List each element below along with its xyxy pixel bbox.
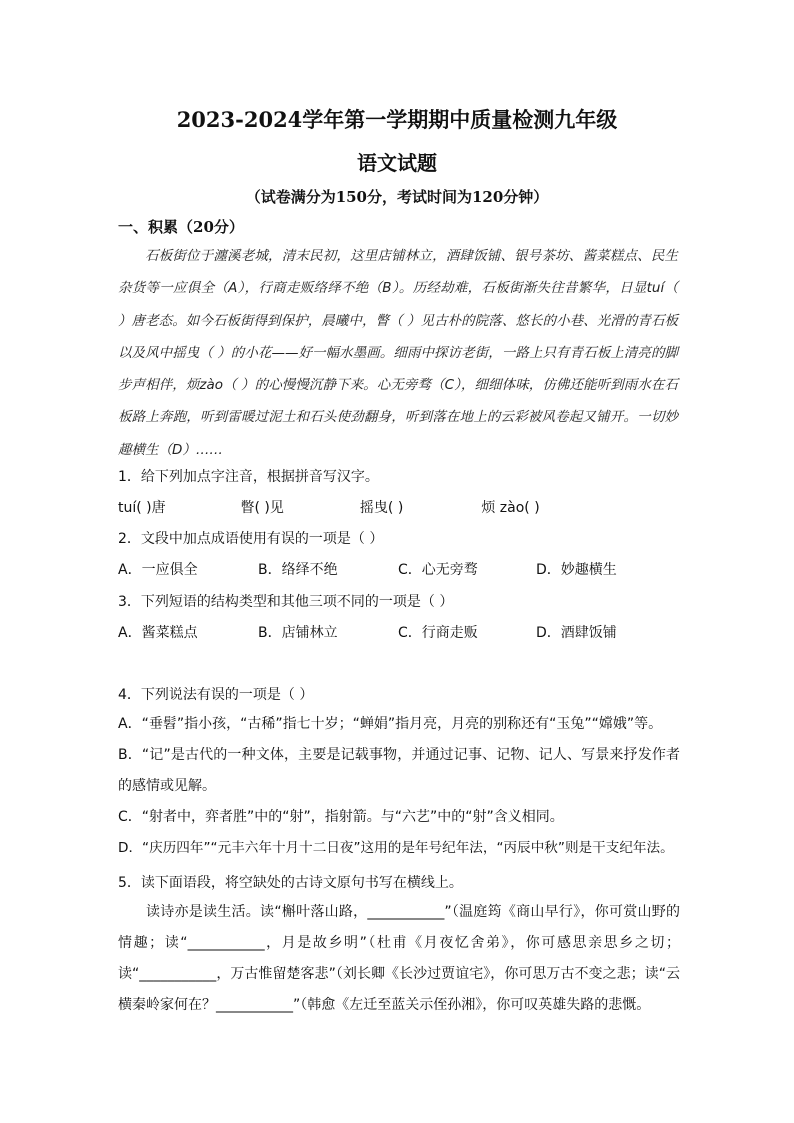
q2-options xyxy=(118,559,678,579)
q3-stem: 3．下列短语的结构类型和其他三项不同的一项是（ ） xyxy=(118,594,454,610)
option-d: D．妙趣横生 xyxy=(536,562,617,578)
q4-stem: 4．下列说法有误的一项是（ ） xyxy=(118,687,314,703)
q5-stem: 5．读下面语段，将空缺处的古诗文原句书写在横线上。 xyxy=(118,875,463,891)
exam-note: （试卷满分为150分，考试时间为120分钟） xyxy=(245,188,549,206)
option-b: B．络绎不绝 xyxy=(258,562,338,578)
q1-item: tuí( )唐 xyxy=(118,500,166,516)
q1-items xyxy=(118,497,678,517)
option-c: C．行商走贩 xyxy=(398,625,478,641)
q4-option-c: C．“射者中，弈者胜”中的“射”，指射箭。与“六艺”中的“射”含义相同。 xyxy=(118,809,564,825)
subject-title: 语文试题 xyxy=(357,151,437,175)
q1-item: 摇曳( ) xyxy=(359,500,404,516)
q1-stem: 1．给下列加点字注音，根据拼音写汉字。 xyxy=(118,469,379,485)
q4-option-a: A．“垂髫”指小孩，“古稀”指七十岁；“蝉娟”指月亮，月亮的别称还有“玉兔”“嫦娥”等。 xyxy=(118,716,663,732)
q2-stem: 2．文段中加点成语使用有误的一项是（ ） xyxy=(118,531,384,547)
q5-paragraph: 读诗亦是读生活。读“槲叶落山路，___________”（温庭筠《商山早行》，你可赏山野的情趣；读“___________，月是故乡明”（杜甫《月夜忆舍弟》，你可感思亲思乡之切；读“___________，万古惟留楚客悲”（刘长卿《长沙过贾谊宅》，你可思万古不变之悲；读“云横秦岭家何在？___________”（韩愈《左迁至蓝关示侄孙湘》，你可叹英雄失路的悲慨。 xyxy=(118,904,680,1013)
option-d: D．酒肆饭铺 xyxy=(536,625,617,641)
q4-option-d: D．“庆历四年”“元丰六年十月十二日夜”这用的是年号纪年法，“丙辰中秋”则是干支纪年法。 xyxy=(118,840,674,856)
section-heading: 一、积累（20分） xyxy=(118,218,244,236)
q1-item: 烦 zào( ) xyxy=(481,500,540,516)
option-a: A．酱菜糕点 xyxy=(118,625,198,641)
q4-option-b: B．“记”是古代的一种文体，主要是记载事物，并通过记事、记物、记人、写景来抒发作者的感情或见解。 xyxy=(118,747,680,794)
q1-item: 瞥( )见 xyxy=(240,500,284,516)
option-b: B．店铺林立 xyxy=(258,625,338,641)
q3-options xyxy=(118,622,678,642)
exam-title: 2023-2024学年第一学期期中质量检测九年级 xyxy=(176,107,618,132)
option-c: C．心无旁骛 xyxy=(398,562,478,578)
passage-text: 石板街位于瀍溪老城，清末民初，这里店铺林立，酒肆饭铺、银号茶坊、酱菜糕点、民生杂货等一应俱全（A），行商走贩络绎不绝（B）。历经劫难，石板街渐失往昔繁华，日显tuí（ ）唐老态。如今石板街得到保护，晨曦中，瞥（ ）见古朴的院落、悠长的小巷、光滑的青石板以及风中摇曳（ ）的小花——好一幅水墨画。细雨中探访老街，一路上只有青石板上清亮的脚步声相伴，烦zào（ ）的心慢慢沉静下来。心无旁骛（C），细细体味，仿佛还能听到雨水在石板路上奔跑，听到雷暖过泥土和石头使劲翻身，听到落在地上的云彩被风卷起又铺开。一切妙趣横生（D）…… xyxy=(118,248,678,458)
reading-passage xyxy=(118,240,678,466)
option-a: A．一应俱全 xyxy=(118,562,198,578)
